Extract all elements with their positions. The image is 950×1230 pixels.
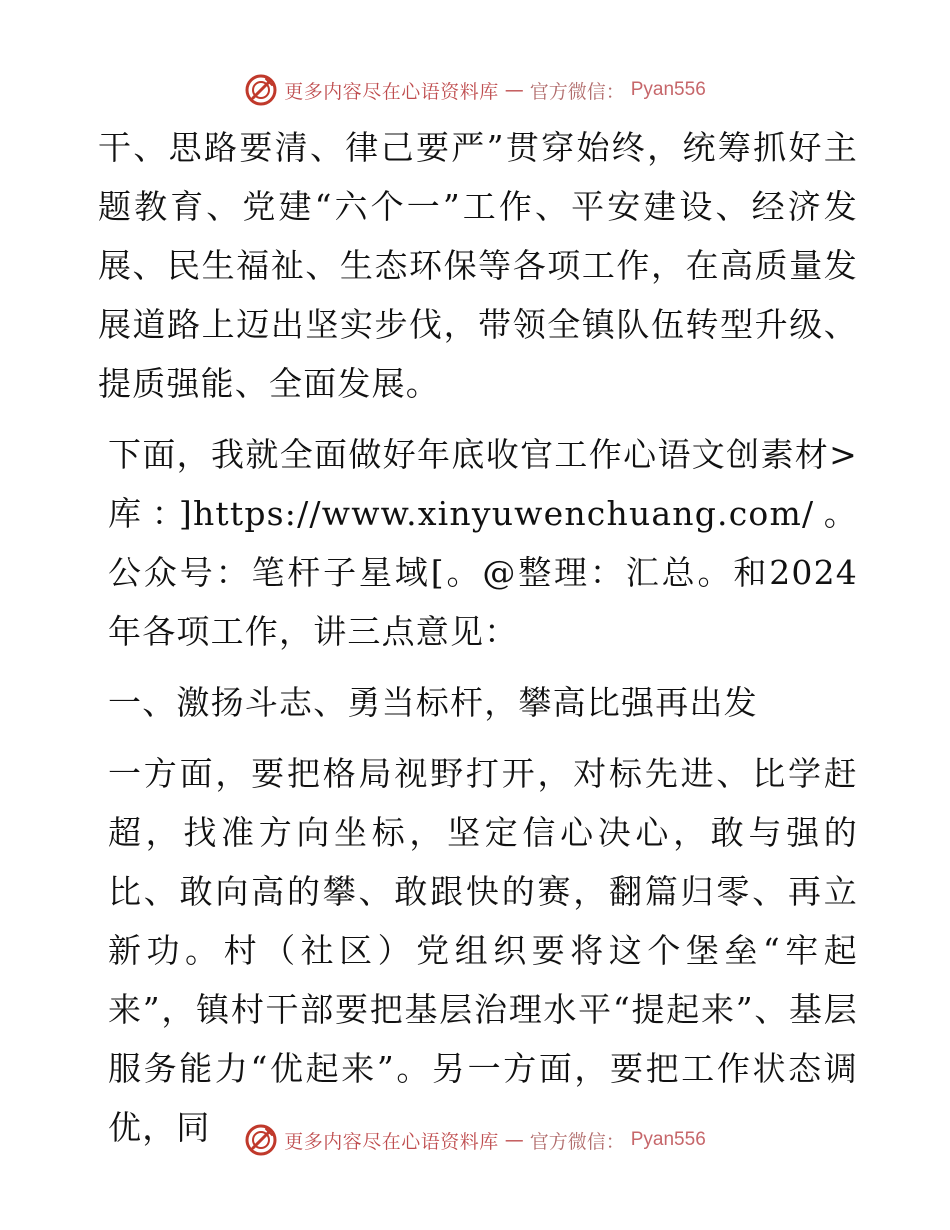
banner-separator: —: [504, 79, 524, 101]
banner-account-id: Pyan556: [630, 79, 706, 100]
banner-official-label: 官方微信：: [529, 80, 625, 103]
stamp-logo-icon: [244, 1123, 278, 1157]
document-body: [98, 118, 858, 1157]
paragraph-3: 一方面，要把格局视野打开，对标先进、比学赶超，找准方向坐标，坚定信心决心，敢与强的比、敢向高的攀、敢跟快的赛，翻篇归零、再立新功。村（社区）党组织要将这个堡垒“牢起来”，镇村干部要把基层治理水平“提起来”、基层服务能力“优起来”。另一方面，要把工作状态调优，同: [108, 754, 858, 1147]
stamp-logo-icon: [244, 73, 278, 107]
paragraph-2: 下面，我就全面做好年底收官工作心语文创素材>库：]https://www.xinyuwenchuang.com/。公众号：笔杆子星域[。@整理：汇总。和2024年各项工作，讲三点意见：: [108, 435, 858, 651]
section-heading-1: 一、激扬斗志、勇当标杆，攀高比强再出发: [108, 683, 758, 722]
paragraph-1: 干、思路要清、律己要严”贯穿始终，统筹抓好主题教育、党建“六个一”工作、平安建设、经济发展、民生福祉、生态环保等各项工作，在高质量发展道路上迈出坚实步伐，带领全镇队伍转型升级、提质强能、全面发展。: [98, 128, 858, 403]
banner-official-label: 官方微信：: [529, 1130, 625, 1153]
banner-account-id: Pyan556: [630, 1129, 706, 1150]
banner-separator: —: [504, 1129, 524, 1151]
banner-slogan: 更多内容尽在心语资料库: [284, 1130, 499, 1153]
header-banner: [0, 70, 950, 110]
footer-banner: [0, 1120, 950, 1160]
banner-slogan: 更多内容尽在心语资料库: [284, 80, 499, 103]
